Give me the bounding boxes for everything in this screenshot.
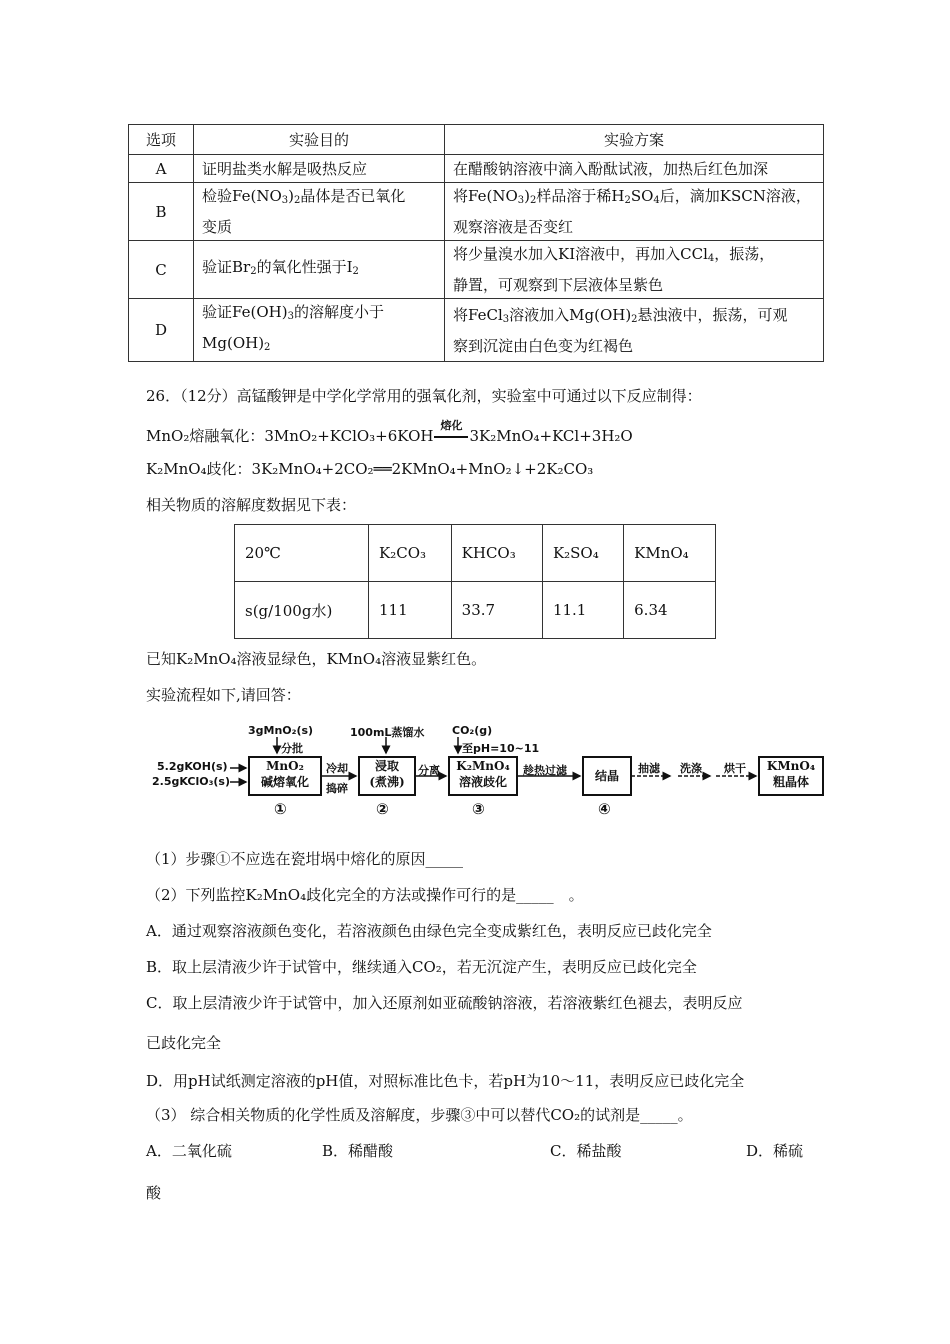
flow-input-koh: 5.2gKOH(s): [157, 760, 228, 773]
solubility-value-kmno4: 6.34: [624, 582, 716, 639]
solubility-value-k2co3: 111: [369, 582, 452, 639]
row-b-plan: 将$Fe(NO_3)_2$样品溶于稀$H_2SO_4$后，滴加KSCN溶液， 观察溶液是否变红: [445, 183, 824, 241]
question-1: （1）步骤①不应选在瓷坩埚中熔化的原因_____: [146, 850, 464, 868]
flow-box-2: [358, 756, 416, 796]
reaction-1-left: 3MnO₂+KClO₃+6KOH: [264, 427, 434, 445]
solubility-intro: 相关物质的溶解度数据见下表：: [146, 496, 357, 514]
flow-box-3-line1: K₂MnO₄: [456, 759, 510, 773]
flow-arrow-suction: 抽滤: [638, 762, 660, 775]
flow-arrow-hot-filter: 趁热过滤: [523, 764, 567, 777]
flow-top-mno2: 3gMnO₂(s): [248, 724, 314, 737]
flow-diagram: [150, 720, 830, 820]
reaction-1-right: 3K₂MnO₄+KCl+3H₂O: [469, 427, 633, 445]
solubility-row-label: s(g/100g水): [235, 582, 369, 639]
flow-top-mno2-note: 分批: [281, 742, 303, 755]
row-a-plan: 在醋酸钠溶液中滴入酚酞试液，加热后红色加深: [445, 155, 824, 183]
solubility-header-kmno4: KMnO₄: [624, 525, 716, 582]
flow-intro: 实验流程如下,请回答：: [146, 686, 301, 704]
row-a-purpose: 证明盐类水解是吸热反应: [194, 155, 445, 183]
question-3-option-b: B．稀醋酸: [322, 1142, 394, 1160]
question-3-option-c: C．稀盐酸: [550, 1142, 622, 1160]
row-d-plan: 将FeCl$_3$溶液加入$Mg(OH)_2$悬浊液中，振荡，可观 察到沉淀由白色变为红褐色: [445, 299, 824, 362]
row-c-option: C: [129, 241, 194, 299]
flow-arrow-separate: 分离: [418, 764, 440, 777]
flow-arrow-dry: 烘干: [724, 762, 746, 775]
flow-box-5-line1: KMnO₄: [766, 759, 816, 773]
question-2-option-d: D．用pH试纸测定溶液的pH值，对照标准比色卡，若pH为10～11，表明反应已歧化完全: [146, 1072, 745, 1090]
flow-box-2-line2: (煮沸): [369, 775, 405, 789]
flow-top-ph: 至pH=10~11: [462, 742, 540, 755]
reaction-1-label: MnO₂熔融氧化：: [146, 427, 265, 445]
flow-box-4: 结晶: [582, 756, 632, 796]
flow-arrow-wash: 洗涤: [680, 762, 702, 775]
flow-step-2: ②: [376, 800, 389, 818]
reaction-1: [146, 419, 633, 446]
flow-arrow-crush: 捣碎: [326, 782, 348, 795]
reaction-1-arrow: [434, 436, 468, 438]
reaction-2: K₂MnO₄歧化：3K₂MnO₄+2CO₂══2KMnO₄+MnO₂↓+2K₂CO₃: [146, 460, 594, 478]
col-header-purpose: 实验目的: [194, 125, 445, 155]
row-b-option: B: [129, 183, 194, 241]
flow-top-water: 100mL蒸馏水: [350, 726, 425, 739]
question-2-option-c: C．取上层清液少许于试管中，加入还原剂如亚硫酸钠溶液，若溶液紫红色褪去，表明反应: [146, 994, 743, 1012]
question-3-option-d-cont: 酸: [146, 1184, 162, 1202]
question-2-option-a: A．通过观察溶液颜色变化，若溶液颜色由绿色完全变成紫红色，表明反应已歧化完全: [146, 922, 712, 940]
question-2-option-c-cont: 已歧化完全: [146, 1034, 222, 1052]
flow-box-5: [758, 756, 824, 796]
solubility-table: [234, 524, 716, 639]
solubility-value-k2so4: 11.1: [542, 582, 623, 639]
flow-step-3: ③: [472, 800, 485, 818]
row-d-option: D: [129, 299, 194, 362]
reaction-1-condition: 熔化: [440, 419, 463, 432]
row-c-plan: 将少量溴水加入KI溶液中，再加入CCl$_4$，振荡， 静置，可观察到下层液体呈紫色: [445, 241, 824, 299]
solubility-header-khco3: KHCO₃: [451, 525, 542, 582]
flow-box-1: [248, 756, 322, 796]
solubility-value-khco3: 33.7: [451, 582, 542, 639]
flow-box-2-line1: 浸取: [374, 759, 399, 773]
question-26-intro: 26．（12分）高锰酸钾是中学化学常用的强氧化剂，实验室中可通过以下反应制得：: [146, 387, 702, 405]
col-header-plan: 实验方案: [445, 125, 824, 155]
row-d-purpose: 验证$Fe(OH)_3$的溶解度小于 $Mg(OH)_2$: [194, 299, 445, 362]
col-header-option: 选项: [129, 125, 194, 155]
flow-top-co2: CO₂(g): [452, 724, 493, 737]
flow-input-kclo3: 2.5gKClO₃(s): [152, 775, 231, 788]
row-a-option: A: [129, 155, 194, 183]
solubility-header-k2so4: K₂SO₄: [542, 525, 623, 582]
question-2: （2）下列监控K₂MnO₄歧化完全的方法或操作可行的是_____ 。: [146, 886, 584, 904]
solubility-header-k2co3: K₂CO₃: [369, 525, 452, 582]
row-b-purpose: 检验$Fe(NO_3)_2$晶体是否已氧化 变质: [194, 183, 445, 241]
row-c-purpose: 验证$Br_2$的氧化性强于$I_2$: [194, 241, 445, 299]
flow-box-1-line2: 碱熔氧化: [260, 775, 309, 789]
experiment-table: [128, 124, 824, 362]
flow-box-1-line1: MnO₂: [266, 759, 304, 773]
question-3-option-d: D．稀硫: [746, 1142, 804, 1160]
question-3: （3） 综合相关物质的化学性质及溶解度，步骤③中可以替代CO₂的试剂是_____。: [146, 1106, 693, 1124]
flow-arrow-cool: 冷却: [326, 762, 348, 775]
flow-box-3-line2: 溶液歧化: [458, 775, 507, 789]
flow-box-3: [448, 756, 518, 796]
flow-box-5-line2: 粗晶体: [772, 775, 809, 789]
known-colors: 已知K₂MnO₄溶液显绿色，KMnO₄溶液显紫红色。: [146, 650, 487, 668]
flow-step-1: ①: [274, 800, 287, 818]
solubility-header-temp: 20℃: [235, 525, 369, 582]
question-2-option-b: B．取上层清液少许于试管中，继续通入CO₂，若无沉淀产生，表明反应已歧化完全: [146, 958, 697, 976]
question-3-option-a: A．二氧化硫: [146, 1142, 232, 1160]
flow-step-4: ④: [598, 800, 611, 818]
